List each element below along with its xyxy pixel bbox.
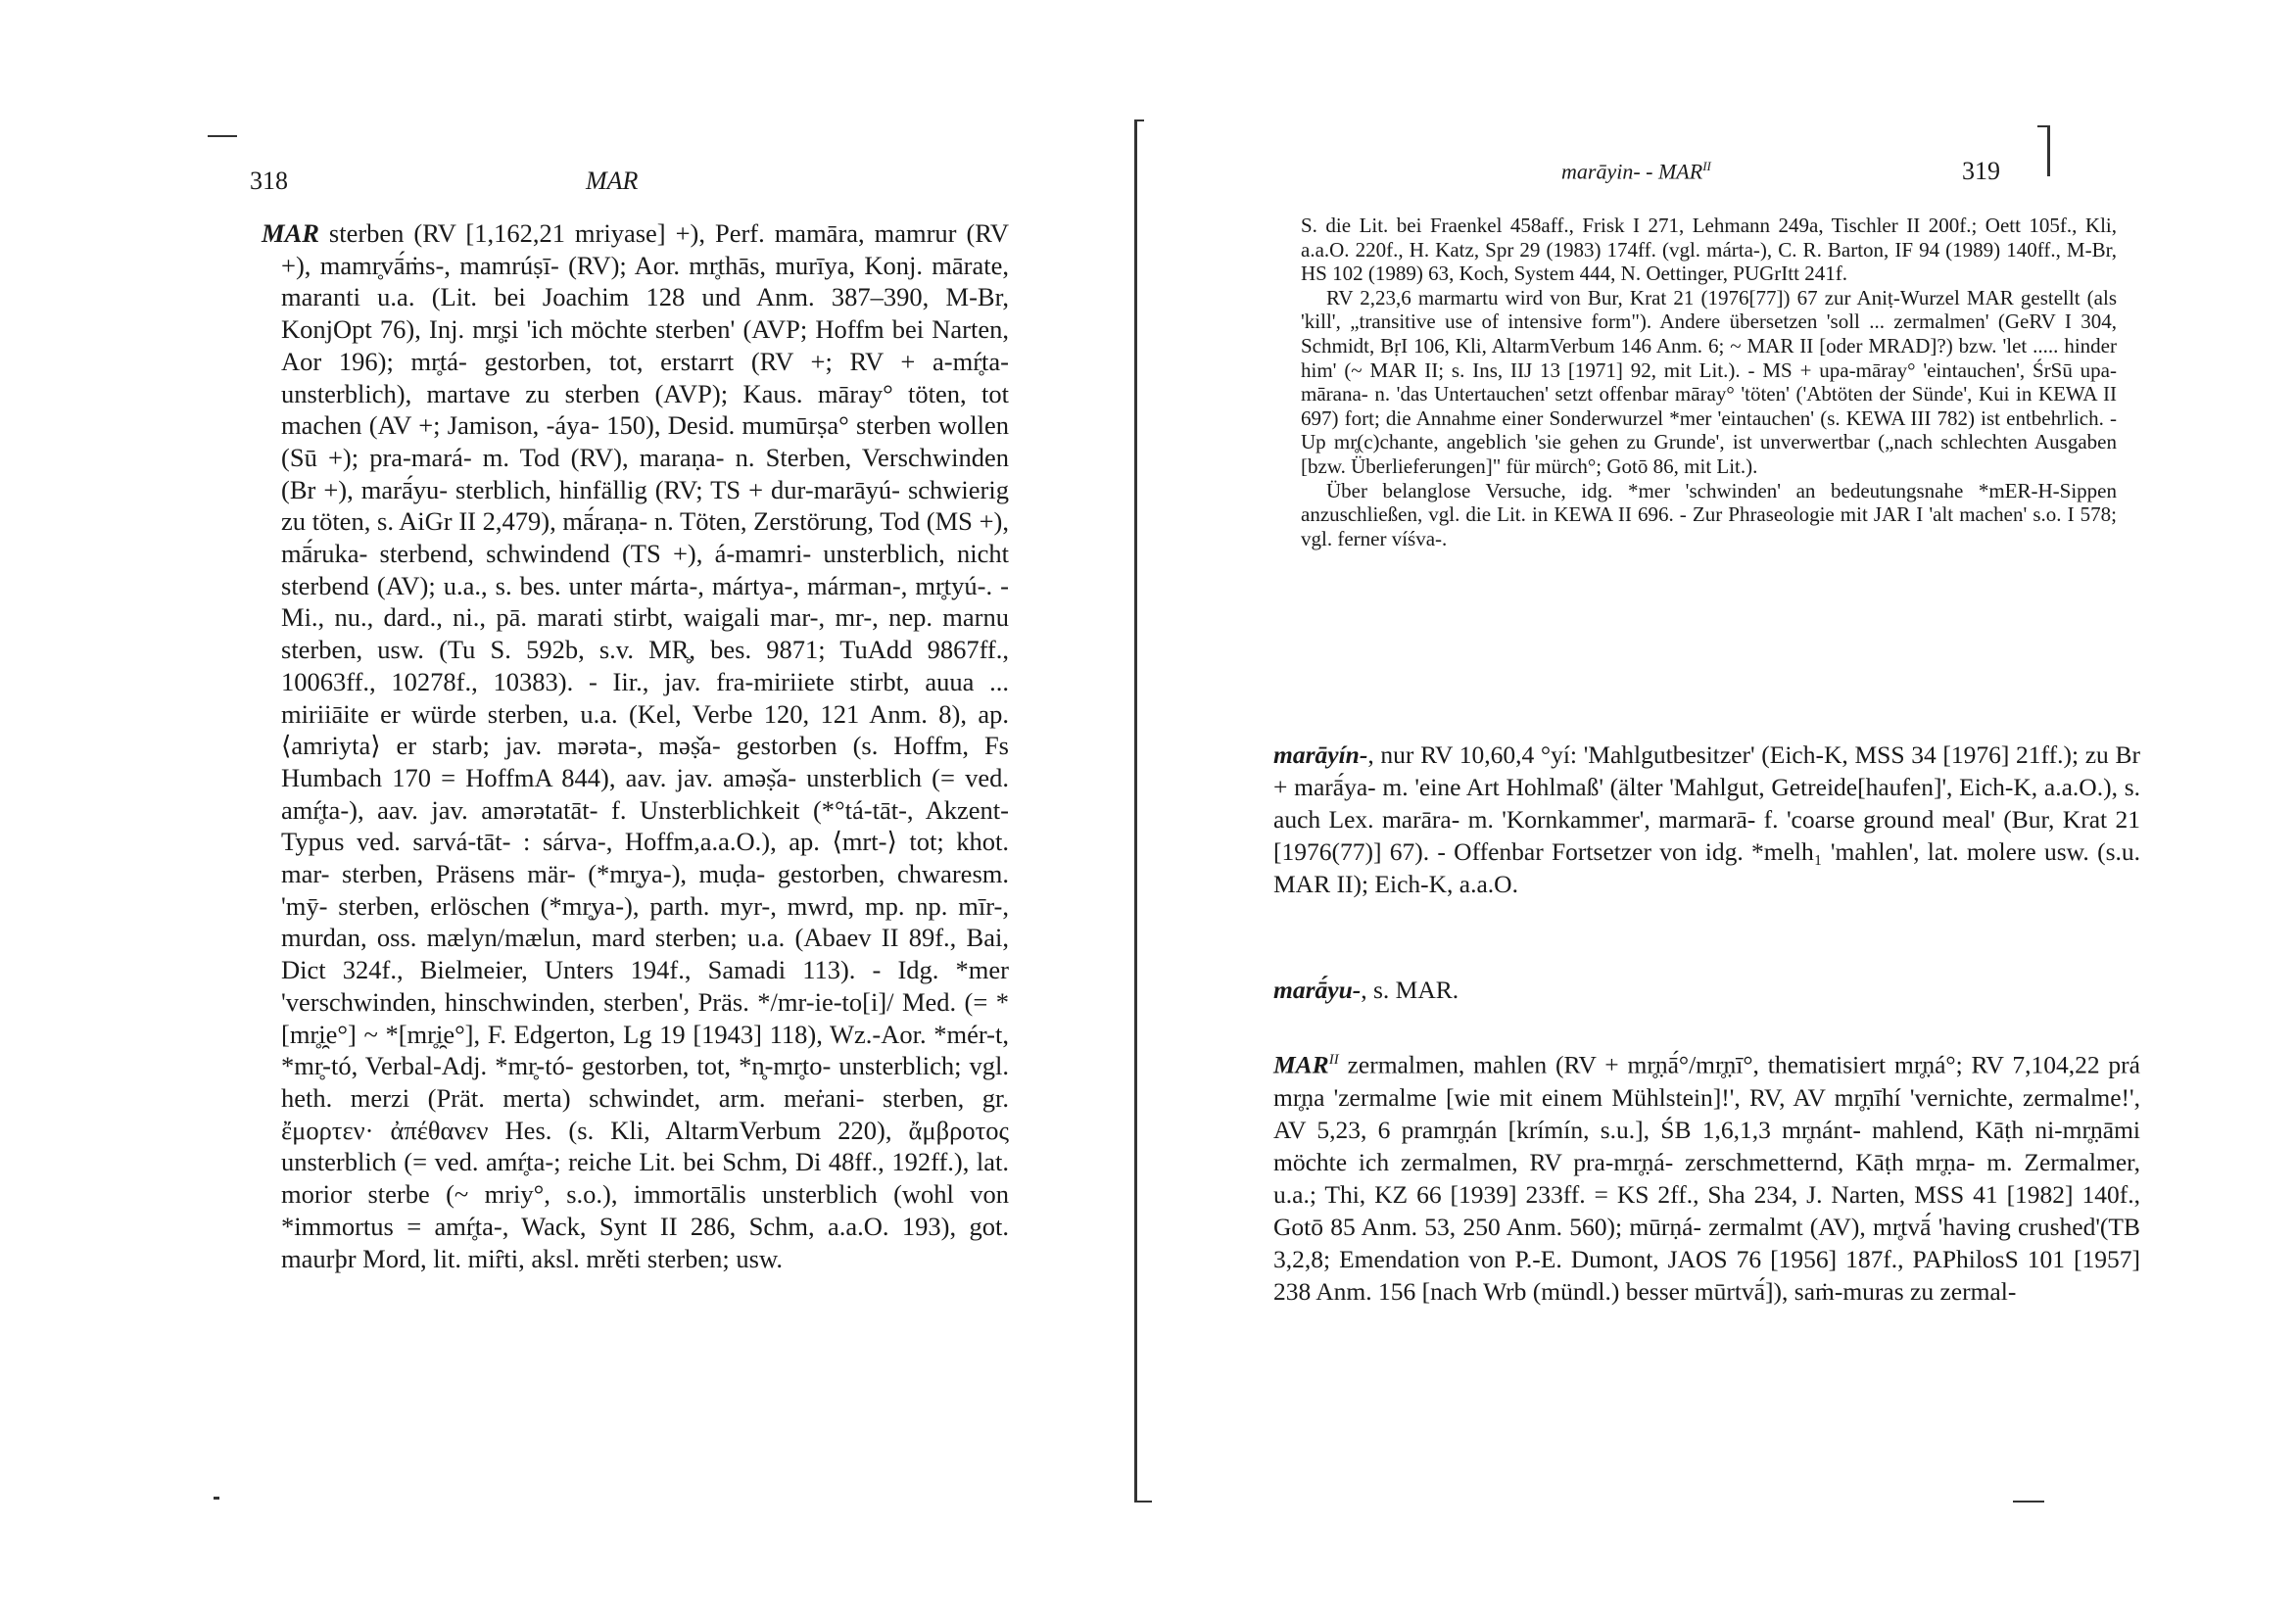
left-page — [0, 0, 1136, 1622]
page-number: 318 — [250, 167, 288, 195]
running-head: MAR — [586, 167, 639, 195]
headword-sup: II — [1328, 1052, 1339, 1068]
literature-paragraph: RV 2,23,6 marmartu wird von Bur, Krat 21 (1976[77]) 67 zur Aniṭ-Wurzel MAR gestellt (als 'kill', „transitive use of intensive form"). Andere übersetzen 'soll ... zermalmen' (GeRV I 304, Schmidt, BṛI 106, Kli, AltarmVerbum 146 Anm. 6; ~ MAR II [oder MRAD]?) bzw. 'let ..... hinder him' (~ MAR II; s. Ins, IIJ 13 [1971] 92, mit Lit.). - MS + upa-māray° 'eintauchen', ŚrSū upa-mārana- n. 'das Untertauchen' setzt offenbar māray° 'töten' ('Abtöten der Sünde', Kui in KEWA II 697) fort; die Annahme einer Sonderwurzel *mer 'eintauchen' (s. KEWA III 782) ist entbehrlich. - Up mr̥(c)chante, angeblich 'sie gehen zu Grunde', ist unverwertbar („nach schlechten Ausgaben [bzw. Überlieferungen]" für mürch°; Gotō 86, mit Lit.). — [1301, 285, 2117, 478]
crop-mark — [2047, 125, 2050, 176]
crop-mark — [214, 1497, 219, 1500]
headword: marāyín- — [1273, 740, 1368, 769]
running-head-text: marāyin- - MAR — [1561, 159, 1703, 184]
literature-paragraph: S. die Lit. bei Fraenkel 458aff., Frisk I 271, Lehmann 249a, Tischler II 200f.; Oett 105f., Kli, a.a.O. 220f., H. Katz, Spr 29 (1983) 174ff. (vgl. márta-), C. R. Barton, IF 94 (1989) 140ff., M-Br, HS 102 (1989) 63, Koch, System 444, N. Oettinger, PUGrItt 241f. — [1301, 214, 2117, 286]
headword: MAR — [262, 218, 319, 248]
page-number: 319 — [1962, 157, 2000, 185]
running-head — [1561, 159, 1711, 184]
crop-mark — [2037, 125, 2049, 127]
entry-marayin — [1273, 739, 2140, 900]
headword: MAR — [1273, 1050, 1329, 1079]
entry-body: , nur RV 10,60,4 °yí: 'Mahlgutbesitzer' (Eich-K, MSS 34 [1976] 21ff.); zu Br + marā́ya- m. 'eine Art Hohlmaß' (älter 'Mahlgut, Getreide[haufen]', Eich-K, a.a.O.), s. auch Lex. marāra- m. 'Kornkammer', marmarā- f. 'coarse ground meal' (Bur, Krat 21 [1976(77)] 67). - Offenbar Fortsetzer von idg. *melh₁ 'mahlen', lat. molere usw. (s.u. MAR II); Eich-K, a.a.O. — [1273, 740, 2140, 898]
running-head-sup: II — [1702, 159, 1711, 173]
entry-marayu — [1273, 974, 2140, 1006]
literature-paragraph: Über belanglose Versuche, idg. *mer 'schwinden' an bedeutungsnahe *mER-H-Sippen anzuschließen, vgl. die Lit. in KEWA II 696. - Zur Phraseologie mit JAR I 'alt machen' s.o. I 578; vgl. ferner víśva-. — [1301, 478, 2117, 550]
entry-body: sterben (RV [1,162,21 mriyase] +), Perf. mamāra, mamrur (RV +), mamr̥vā́ṁs-, mamrúṣī- (RV); Aor. mr̥thās, murīya, Konj. mārate, maranti u.a. (Lit. bei Joachim 128 und Anm. 387–390, M-Br, KonjOpt 76), Inj. mr̥ṣi 'ich möchte sterben' (AVP; Hoffm bei Narten, Aor 196); mr̥tá- gestorben, tot, erstarrt (RV +; RV + a-mŕ̥ta- unsterblich), martave zu sterben (AVP); Kaus. māray° töten, tot machen (AV +; Jamison, -áya- 150), Desid. mumūrṣa° sterben wollen (Sū +); pra-mará- m. Tod (RV), maraṇa- n. Sterben, Verschwinden (Br +), marā́yu- sterblich, hinfällig (RV; TS + dur-marāyú- schwierig zu töten, s. AiGr II 2,479), mā́raṇa- n. Töten, Zerstörung, Tod (MS +), mā́ruka- sterbend, schwindend (TS +), á-mamri- unsterblich, nicht sterbend (AV); u.a., s. bes. unter márta-, mártya-, márman-, mr̥tyú-. - Mi., nu., dard., ni., pā. marati stirbt, waigali mar-, mr-, nep. marnu sterben, usw. (Tu S. 592b, s.v. MR̥, bes. 9871; TuAdd 9867ff., 10063ff., 10278f., 10383). - Iir., jav. fra-miriiete stirbt, auua ... miriiāite er würde sterben, u.a. (Kel, Verbe 120, 121 Anm. 8), ap. ⟨amriyta⟩ er starb; jav. mərəta-, məṣ̌a- gestorben (s. Hoffm, Fs Humbach 170 = HoffmA 844), aav. jav. aməṣ̌a- unsterblich (= ved. amŕ̥ta-), aav. jav. amərətatāt- f. Unsterblichkeit (*°tá-tāt-, Akzent-Typus ved. sarvá-tāt- : sárva-, Hoffm,a.a.O.), ap. ⟨mrt-⟩ tot; khot. mar- sterben, Präsens mär- (*mr̥ya-), muḍa- gestorben, chwaresm. 'mȳ- sterben, erlöschen (*mr̥ya-), parth. myr-, mwrd, mp. np. mīr-, murdan, oss. mælyn/mælun, mard sterben; u.a. (Abaev II 89f., Bai, Dict 324f., Bielmeier, Unters 194f., Samadi 113). - Idg. *mer 'verschwinden, hinschwinden, sterben', Präs. */mr-ie-to[i]/ Med. (= *[mr̥i̯e°] ~ *[mr̥i̯e°], F. Edgerton, Lg 19 [1943] 118), Wz.-Aor. *mér-t, *mr̥-tó, Verbal-Adj. *mr̥-tó- gestorben, tot, *n̥-mr̥to- unsterblich; vgl. heth. merzi (Prät. merta) schwindet, arm. meṙani- sterben, gr. ἔμορτεν· ἀπέθανεν Hes. (s. Kli, AltarmVerbum 220), ἄμβροτος unsterblich (= ved. amŕ̥ta-; reiche Lit. bei Schm, Di 48ff., 192ff.), lat. morior sterbe (~ mriy°, s.o.), immortālis unsterblich (wohl von *immortus = amŕ̥ta-, Wack, Synt II 286, Schm, a.a.O. 193), got. maurþr Mord, lit. miȓti, aksl. mrěti sterben; usw. — [281, 218, 1009, 1273]
crop-mark — [2013, 1501, 2044, 1503]
entry-body: , s. MAR. — [1361, 976, 1459, 1004]
entry-mar — [262, 217, 1009, 1274]
headword: marā́yu- — [1273, 976, 1362, 1004]
literature-block — [1301, 214, 2117, 550]
entry-mar-ii — [1273, 1044, 2140, 1308]
crop-mark — [208, 135, 237, 137]
entry-body: zermalmen, mahlen (RV + mr̥ṇā́°/mr̥ṇī°, thematisiert mr̥ṇá°; RV 7,104,22 prá mr̥ṇa 'zermalme [wie mit einem Mühlstein]!', RV, AV mr̥ṇīhí 'vernichte, zermalme!', AV 5,23, 6 pramr̥ṇán [krímín, s.u.], ŚB 1,6,1,3 mr̥nánt- mahlend, Kāṭh ni-mr̥ṇāmi möchte ich zermalmen, RV pra-mr̥ṇá- zerschmetternd, Kāṭh mr̥ṇa- m. Zermalmer, u.a.; Thi, KZ 66 [1939] 233ff. = KS 2ff., Sha 234, J. Narten, MSS 41 [1982] 140f., Gotō 85 Anm. 53, 250 Anm. 560); mūrṇá- zermalmt (AV), mr̥tvā́ 'having crushed'(TB 3,2,8; Emendation von P.-E. Dumont, JAOS 76 [1956] 187f., PAPhilosS 101 [1957] 238 Anm. 156 [nach Wrb (mündl.) besser mūrtvā́]), saṁ-muras zu zermal- — [1273, 1050, 2140, 1306]
right-page — [1136, 0, 2296, 1622]
